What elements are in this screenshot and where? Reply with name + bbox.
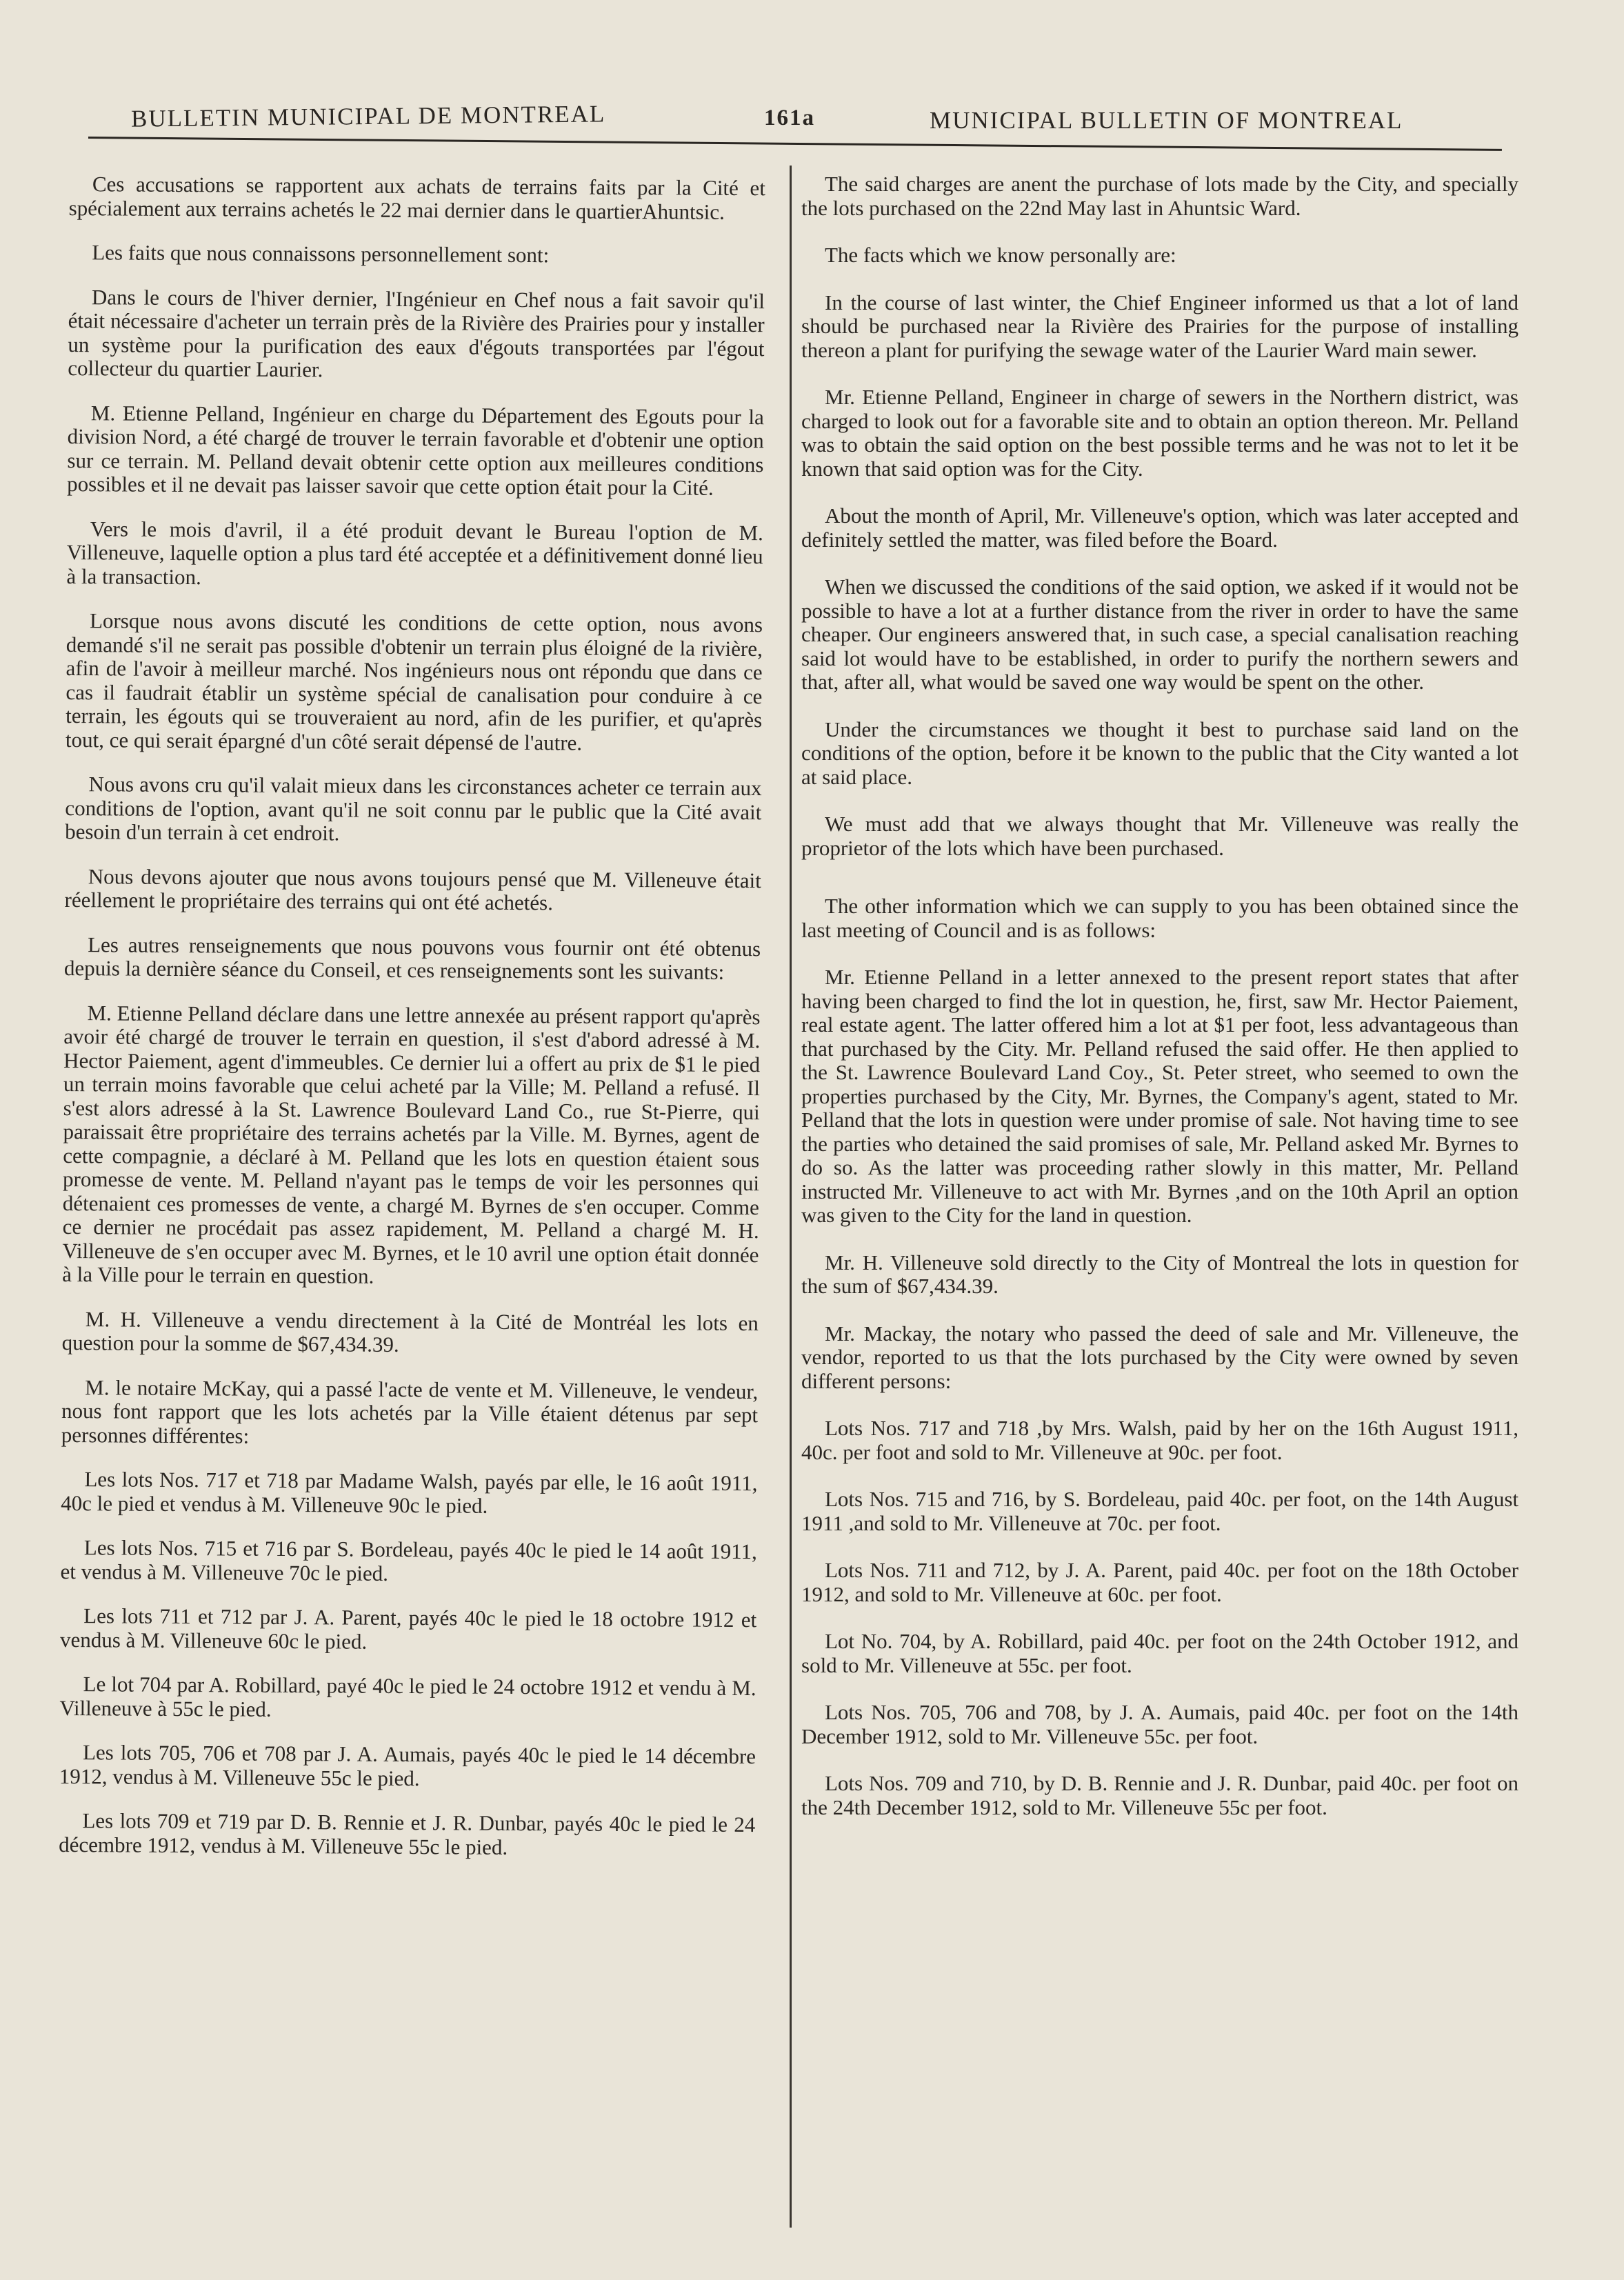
fr-paragraph: Nous devons ajouter que nous avons toujours pensé que M. Villeneuve était réellement le propriétaire des terrains qui ont été achetés. [64,863,761,915]
en-paragraph: Under the circumstances we thought it best to purchase said land on the conditions of the option, before it be known to the public that the City wanted a lot at said place. [801,717,1518,789]
fr-paragraph: Ces accusations se rapportent aux achats de terrains faits par la Cité et spécialement aux terrains achetés le 22 mai dernier dans le quartierAhuntsic. [68,172,765,224]
fr-paragraph: Dans le cours de l'hiver dernier, l'Ingénieur en Chef nous a fait savoir qu'il était nécessaire d'acheter un terrain près de la Rivière des Prairies pour y installer un système pour la purification des eaux d'égouts transportées par l'égout collecteur du quartier Laurier. [68,284,765,382]
fr-paragraph: Lorsque nous avons discuté les conditions de cette option, nous avons demandé s'il ne serait pas possible d'obtenir un terrain plus éloigné de la rivière, afin de l'avoir à meilleur marché. Nos ingénieurs nous ont répondu que dans ce cas il faudrait établir un système spécial de canalisation pour conduire à ce terrain, les égouts qui se trouveraient au nord, afin de les purifier, et qu'après tout, ce qui serait épargné d'un côté serait dépensé de l'autre. [65,608,763,755]
header-french-title: BULLETIN MUNICIPAL DE MONTREAL [130,100,606,132]
en-paragraph: Mr. Etienne Pelland, Engineer in charge of sewers in the Northern district, was charged to look out for a favorable site and to obtain an option thereon. Mr. Pelland was to obtain the said option on the best possible terms and he was not to let it be known that said option was for the City. [801,385,1518,481]
page-header [88,93,1502,141]
fr-paragraph: Le lot 704 par A. Robillard, payé 40c le pied le 24 octobre 1912 et vendu à M. Villeneuve à 55c le pied. [59,1672,756,1721]
en-paragraph: Mr. Mackay, the notary who passed the deed of sale and Mr. Villeneuve, the vendor, reported to us that the lots purchased by the City were owned by seven different persons: [801,1321,1518,1393]
en-paragraph: The facts which we know personally are: [825,243,1176,267]
en-paragraph: Lots Nos. 709 and 710, by D. B. Rennie and J. R. Dunbar, paid 40c. per foot on the 24th December 1912, sold to Mr. Villeneuve 55c per foot. [801,1771,1518,1819]
fr-paragraph: Les faits que nous connaissons personnellement sont: [92,240,550,268]
en-paragraph: When we discussed the conditions of the said option, we asked if it would not be possible to have a lot at a further distance from the river in order to have the same cheaper. Our engineers answered that, in such case, a special canalisation reaching said lot would have to be established, in order to purify the northern sewers and that, after all, what would be saved one way would be spent on the other. [801,574,1518,694]
en-paragraph: Lots Nos. 705, 706 and 708, by J. A. Aumais, paid 40c. per foot on the 14th December 1912, sold to Mr. Villeneuve 55c. per foot. [801,1700,1518,1748]
en-paragraph: Lot No. 704, by A. Robillard, paid 40c. per foot on the 24th October 1912, and sold to Mr. Villeneuve at 55c. per foot. [801,1629,1518,1677]
header-english-title: MUNICIPAL BULLETIN OF MONTREAL [930,107,1403,134]
fr-paragraph: M. Etienne Pelland déclare dans une lettre annexée au présent rapport qu'après avoir été chargé de trouver le terrain en question, il s'est d'abord adressé à M. Hector Paiement, agent d'immeubles. Ce dernier lui a offert au prix de $1 le pied un terrain moins favorable que celui acheté par la Ville; M. Pelland a refusé. Il s'est alors adressé à la St. Lawrence Boulevard Land Co., rue St-Pierre, qui paraissait être propriétaire des terrains achetés par la Ville. M. Byrnes, agent de cette compagnie, a déclaré à M. Pelland que les lots en question étaient sous promesse de vente. M. Pelland n'ayant pas le temps de voir les personnes qui détenaient ces promesses de vente, a chargé M. Byrnes de s'en occuper. Comme ce dernier ne procédait pas assez rapidement, M. Pelland a chargé M. H. Villeneuve de s'en occuper avec M. Byrnes, et le 10 avril une option était donnée à la Ville pour le terrain en question. [62,1000,761,1288]
fr-paragraph: Les lots 711 et 712 par J. A. Parent, payés 40c le pied le 18 octobre 1912 et vendus à M. Villeneuve 60c le pied. [59,1603,757,1654]
fr-paragraph: Vers le mois d'avril, il a été produit devant le Bureau l'option de M. Villeneuve, laquelle option a plus tard été acceptée et a définitivement donné lieu à la transaction. [66,516,763,589]
fr-paragraph: M. le notaire McKay, qui a passé l'acte de vente et M. Villeneuve, le vendeur, nous font rapport que les lots achetés par la Ville étaient détenus par sept personnes différentes: [61,1374,759,1448]
column-divider [790,166,792,2228]
fr-paragraph: Les lots 705, 706 et 708 par J. A. Aumais, payés 40c le pied le 14 décembre 1912, vendus à M. Villeneuve 55c le pied. [59,1740,756,1790]
french-column [59,172,765,1881]
en-paragraph: Mr. H. Villeneuve sold directly to the City of Montreal the lots in question for the sum of $67,434.39. [801,1250,1518,1298]
fr-paragraph: Les autres renseignements que nous pouvons vous fournir ont été obtenus depuis la dernière séance du Conseil, et ces renseignements sont les suivants: [63,932,761,984]
en-paragraph: The said charges are anent the purchase of lots made by the City, and specially the lots purchased on the 22nd May last in Ahuntsic Ward. [801,172,1518,220]
en-paragraph: About the month of April, Mr. Villeneuve's option, which was later accepted and definitely settled the matter, was filed before the Board. [801,503,1518,552]
fr-paragraph: Les lots Nos. 715 et 716 par S. Bordeleau, payés 40c le pied le 14 août 1911, et vendus à M. Villeneuve 70c le pied. [60,1535,757,1586]
fr-paragraph: M. H. Villeneuve a vendu directement à la Cité de Montréal les lots en question pour la somme de $67,434.39. [61,1306,759,1357]
fr-paragraph: M. Etienne Pelland, Ingénieur en charge du Département des Egouts pour la division Nord, a été chargé de trouver le terrain favorable et d'obtenir une option sur ce terrain. M. Pelland devait obtenir cette option aux meilleures conditions possibles et il ne devait pas laisser savoir que cette option était pour la Cité. [67,400,764,500]
en-paragraph: In the course of last winter, the Chief Engineer informed us that a lot of land should be purchased near la Rivière des Prairies for the purpose of installing thereon a plant for purifying the sewage water of the Laurier Ward main sewer. [801,290,1518,362]
page-number: 161a [764,106,815,130]
en-paragraph: The other information which we can supply to you has been obtained since the last meeting of Council and is as follows: [801,894,1518,942]
en-paragraph: Lots Nos. 711 and 712, by J. A. Parent, paid 40c. per foot on the 18th October 1912, and sold to Mr. Villeneuve at 60c. per foot. [801,1558,1518,1606]
en-paragraph: Lots Nos. 715 and 716, by S. Bordeleau, paid 40c. per foot, on the 14th August 1911 ,and sold to Mr. Villeneuve at 70c. per foot. [801,1487,1518,1535]
english-column [801,172,1518,1843]
en-paragraph: Mr. Etienne Pelland in a letter annexed to the present report states that after having been charged to find the lot in question, he, first, saw Mr. Hector Paiement, real estate agent. The latter offered him a lot at $1 per foot, less advantageous than that purchased by the City. Mr. Pelland refused the said offer. He then applied to the St. Lawrence Boulevard Land Coy., St. Peter street, who seemed to own the properties purchased by the City, Mr. Byrnes, the Company's agent, stated to Mr. Pelland that the lots in question were under promise of sale. Not having time to see the parties who detained the said promises of sale, Mr. Pelland asked Mr. Byrnes to do so. As the latter was proceeding rather slowly in this matter, Mr. Pelland instructed Mr. Villeneuve to act with Mr. Byrnes ,and on the 10th April an option was given to the City for the land in question. [801,965,1518,1227]
fr-paragraph: Les lots 709 et 719 par D. B. Rennie et J. R. Dunbar, payés 40c le pied le 24 décembre 1912, vendus à M. Villeneuve 55c le pied. [59,1808,756,1859]
en-paragraph: We must add that we always thought that Mr. Villeneuve was really the proprietor of the lots which have been purchased. [801,812,1518,860]
en-paragraph: Lots Nos. 717 and 718 ,by Mrs. Walsh, paid by her on the 16th August 1911, 40c. per foot and sold to Mr. Villeneuve at 90c. per foot. [801,1416,1518,1464]
fr-paragraph: Les lots Nos. 717 et 718 par Madame Walsh, payés par elle, le 16 août 1911, 40c le pied et vendus à M. Villeneuve 90c le pied. [61,1467,758,1518]
fr-paragraph: Nous avons cru qu'il valait mieux dans les circonstances acheter ce terrain aux conditions de l'option, avant qu'il ne soit connu par le public que la Cité avait besoin d'un terrain à cet endroit. [65,772,762,846]
